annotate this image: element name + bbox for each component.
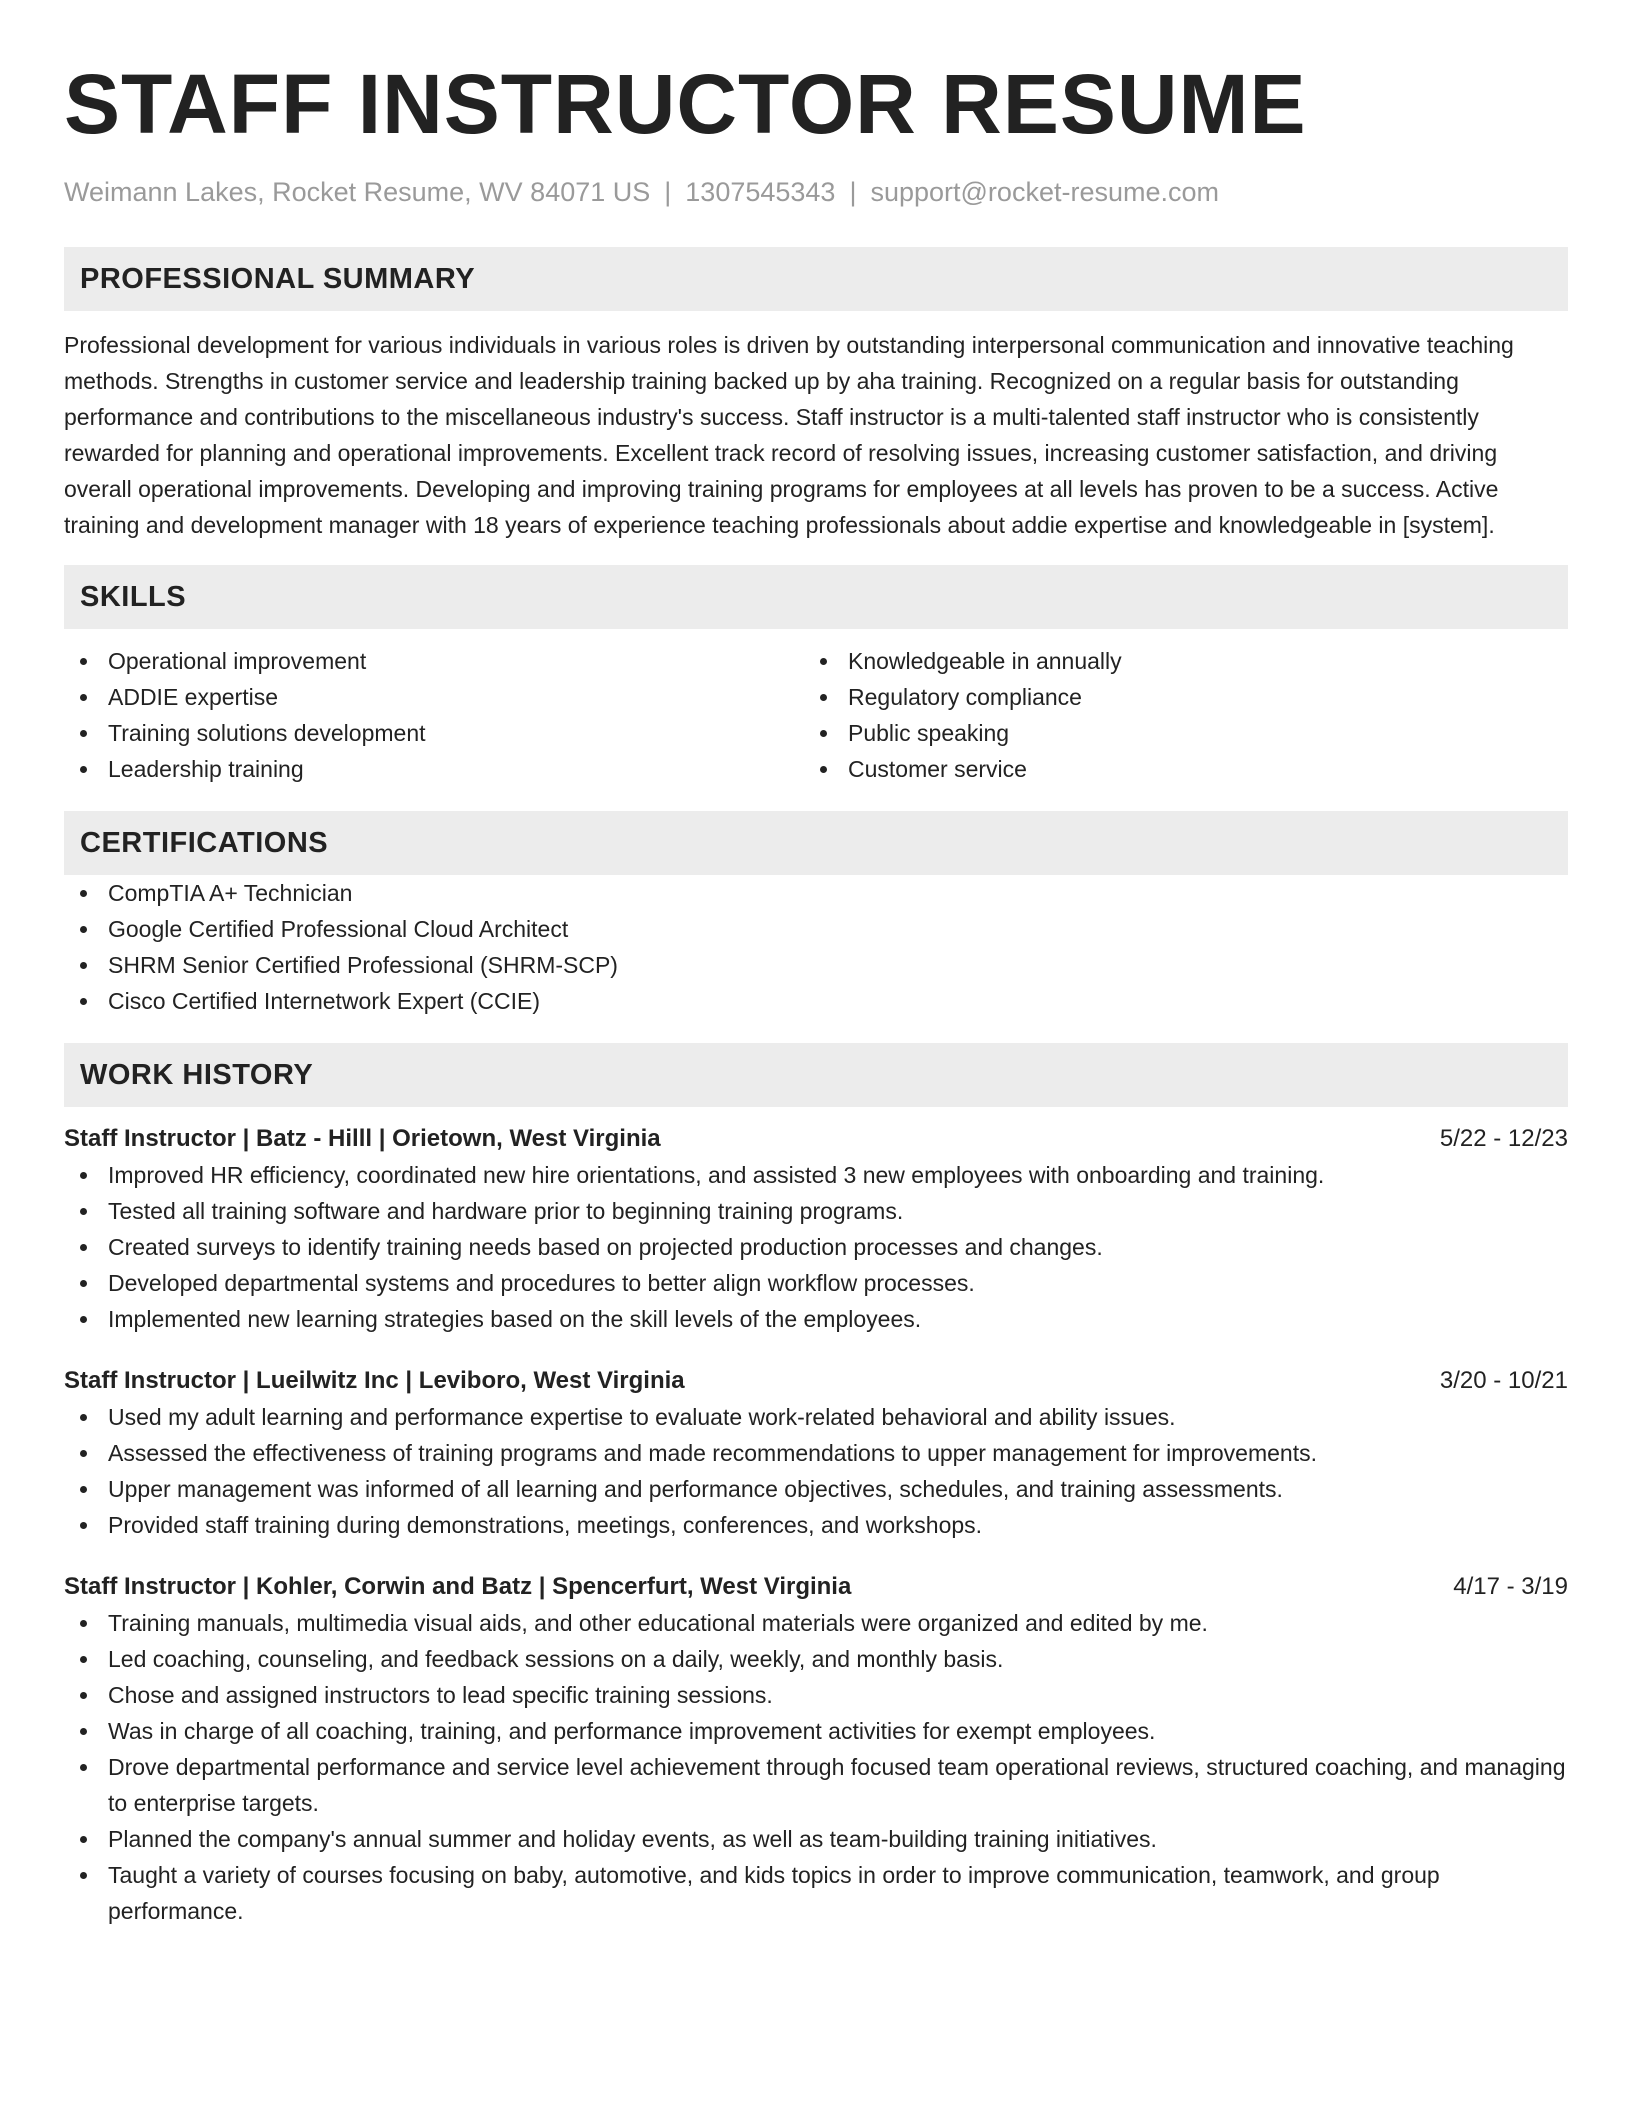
- job-bullet: [64, 1507, 1568, 1543]
- skill-item: [804, 715, 1544, 751]
- job-dates: 4/17 - 3/19: [1453, 1573, 1568, 1600]
- certification-item: [64, 875, 1568, 911]
- bullet-dot: [80, 998, 87, 1005]
- bullet-dot: [80, 926, 87, 933]
- resume-title: STAFF INSTRUCTOR RESUME: [64, 57, 1307, 151]
- job-header: [64, 1363, 1568, 1399]
- bullet-dot: [80, 1172, 87, 1179]
- bullet-dot: [80, 1450, 87, 1457]
- certification-label: Google Certified Professional Cloud Architect: [108, 916, 569, 942]
- certification-item: [64, 911, 1568, 947]
- bullet-dot: [820, 658, 827, 665]
- job-bullet-text: Tested all training software and hardware prior to beginning training programs.: [108, 1198, 904, 1224]
- bullet-dot: [80, 730, 87, 737]
- job-title: Staff Instructor | Batz - Hilll | Orietown, West Virginia: [64, 1125, 661, 1152]
- job-bullet: [64, 1229, 1568, 1265]
- bullet-dot: [80, 962, 87, 969]
- job-bullet-text: Improved HR efficiency, coordinated new hire orientations, and assisted 3 new employees with onboarding and training.: [108, 1162, 1325, 1188]
- job-bullet-text: Developed departmental systems and procedures to better align workflow processes.: [108, 1270, 975, 1296]
- skill-label: Regulatory compliance: [848, 684, 1082, 710]
- job-bullets: [64, 1157, 1568, 1337]
- bullet-dot: [80, 1836, 87, 1843]
- job-bullet: [64, 1749, 1568, 1821]
- skill-item: [64, 643, 804, 679]
- job-bullet: [64, 1265, 1568, 1301]
- job-bullet-text: Implemented new learning strategies based on the skill levels of the employees.: [108, 1306, 922, 1332]
- certification-label: SHRM Senior Certified Professional (SHRM-SCP): [108, 952, 618, 978]
- job-dates: 3/20 - 10/21: [1439, 1367, 1568, 1394]
- skill-label: Operational improvement: [108, 648, 367, 674]
- job-bullet-text: Upper management was informed of all learning and performance objectives, schedules, and training assessments.: [108, 1476, 1283, 1502]
- bullet-dot: [80, 1244, 87, 1251]
- bullet-dot: [80, 1692, 87, 1699]
- bullet-dot: [80, 1728, 87, 1735]
- contact-email: support@rocket-resume.com: [870, 177, 1219, 207]
- bullet-dot: [80, 1208, 87, 1215]
- job-bullet-text: Was in charge of all coaching, training, and performance improvement activities for exempt employees.: [108, 1718, 1156, 1744]
- job-entry: [64, 1363, 1568, 1543]
- certification-label: CompTIA A+ Technician: [108, 880, 353, 906]
- bullet-dot: [80, 1872, 87, 1879]
- bullet-dot: [820, 766, 827, 773]
- summary-heading: PROFESSIONAL SUMMARY: [64, 247, 1568, 311]
- skill-label: Customer service: [848, 756, 1027, 782]
- certification-item: [64, 947, 1568, 983]
- job-bullet-text: Created surveys to identify training needs based on projected production processes and changes.: [108, 1234, 1103, 1260]
- job-bullets: [64, 1605, 1568, 1929]
- bullet-dot: [80, 890, 87, 897]
- skills-list: [64, 643, 1568, 787]
- job-bullet-text: Provided staff training during demonstrations, meetings, conferences, and workshops.: [108, 1512, 983, 1538]
- skill-item: [804, 643, 1544, 679]
- job-bullet: [64, 1193, 1568, 1229]
- skill-item: [64, 715, 804, 751]
- job-bullet-text: Led coaching, counseling, and feedback sessions on a daily, weekly, and monthly basis.: [108, 1646, 1004, 1672]
- skill-label: ADDIE expertise: [108, 684, 279, 710]
- job-bullet: [64, 1857, 1568, 1929]
- job-title: Staff Instructor | Lueilwitz Inc | Leviboro, West Virginia: [64, 1367, 685, 1394]
- job-bullet-text: Planned the company's annual summer and holiday events, as well as team-building training initiatives.: [108, 1826, 1157, 1852]
- skill-item: [64, 679, 804, 715]
- job-bullet-text: Used my adult learning and performance expertise to evaluate work-related behavioral and ability issues.: [108, 1404, 1176, 1430]
- job-header: [64, 1569, 1568, 1605]
- job-bullet: [64, 1605, 1568, 1641]
- contact-line: [64, 174, 1568, 210]
- bullet-dot: [80, 1620, 87, 1627]
- work-history-heading: WORK HISTORY: [64, 1043, 1568, 1107]
- job-bullet: [64, 1821, 1568, 1857]
- skill-label: Knowledgeable in annually: [848, 648, 1122, 674]
- certifications-list: [64, 875, 1568, 1019]
- job-bullet: [64, 1435, 1568, 1471]
- bullet-dot: [80, 1764, 87, 1771]
- skill-label: Leadership training: [108, 756, 304, 782]
- job-bullet: [64, 1399, 1568, 1435]
- job-bullet-text: Assessed the effectiveness of training programs and made recommendations to upper management for improvements.: [108, 1440, 1317, 1466]
- bullet-dot: [80, 658, 87, 665]
- job-bullet: [64, 1471, 1568, 1507]
- job-entry: [64, 1121, 1568, 1337]
- skills-column-left: [64, 643, 804, 787]
- certifications-heading: CERTIFICATIONS: [64, 811, 1568, 875]
- job-bullet-text: Training manuals, multimedia visual aids, and other educational materials were organized and edited by me.: [108, 1610, 1208, 1636]
- job-header: [64, 1121, 1568, 1157]
- job-dates: 5/22 - 12/23: [1439, 1125, 1568, 1152]
- job-bullet: [64, 1713, 1568, 1749]
- contact-address: Weimann Lakes, Rocket Resume, WV 84071 US: [64, 177, 651, 207]
- job-entry: [64, 1569, 1568, 1929]
- bullet-dot: [820, 694, 827, 701]
- job-bullet: [64, 1157, 1568, 1193]
- certification-label: Cisco Certified Internetwork Expert (CCIE): [108, 988, 541, 1014]
- bullet-dot: [80, 1414, 87, 1421]
- skill-item: [804, 679, 1544, 715]
- skills-column-right: [804, 643, 1544, 787]
- job-title: Staff Instructor | Kohler, Corwin and Batz | Spencerfurt, West Virginia: [64, 1573, 852, 1600]
- certification-item: [64, 983, 1568, 1019]
- summary-text: Professional development for various individuals in various roles is driven by outstanding interpersonal communication and innovative teaching methods. Strengths in customer service and leadership training backed up by aha training. Recognized on a regular basis for outstanding performance and contributions to the miscellaneous industry's success. Staff instructor is a multi-talented staff instructor who is consistently rewarded for planning and operational improvements. Excellent track record of resolving issues, increasing customer satisfaction, and driving overall operational improvements. Developing and improving training programs for employees at all levels has proven to be a success. Active training and development manager with 18 years of experience teaching professionals about addie expertise and knowledgeable in [system].: [64, 332, 1514, 538]
- contact-separator: |: [664, 177, 672, 207]
- job-bullet-text: Chose and assigned instructors to lead specific training sessions.: [108, 1682, 773, 1708]
- skill-label: Training solutions development: [108, 720, 426, 746]
- skill-label: Public speaking: [848, 720, 1010, 746]
- bullet-dot: [80, 1280, 87, 1287]
- skill-item: [804, 751, 1544, 787]
- bullet-dot: [80, 1522, 87, 1529]
- bullet-dot: [80, 694, 87, 701]
- bullet-dot: [820, 730, 827, 737]
- bullet-dot: [80, 1656, 87, 1663]
- contact-phone: 1307545343: [685, 177, 836, 207]
- bullet-dot: [80, 766, 87, 773]
- bullet-dot: [80, 1486, 87, 1493]
- skills-heading: SKILLS: [64, 565, 1568, 629]
- skill-item: [64, 751, 804, 787]
- job-bullets: [64, 1399, 1568, 1543]
- job-bullet: [64, 1677, 1568, 1713]
- bullet-dot: [80, 1316, 87, 1323]
- contact-separator: |: [849, 177, 857, 207]
- job-bullet-text: Taught a variety of courses focusing on baby, automotive, and kids topics in order to improve communication, teamwork, and group performance.: [108, 1862, 1440, 1924]
- job-bullet: [64, 1301, 1568, 1337]
- job-bullet: [64, 1641, 1568, 1677]
- job-bullet-text: Drove departmental performance and service level achievement through focused team operational reviews, structured coaching, and managing to enterprise targets.: [108, 1754, 1566, 1816]
